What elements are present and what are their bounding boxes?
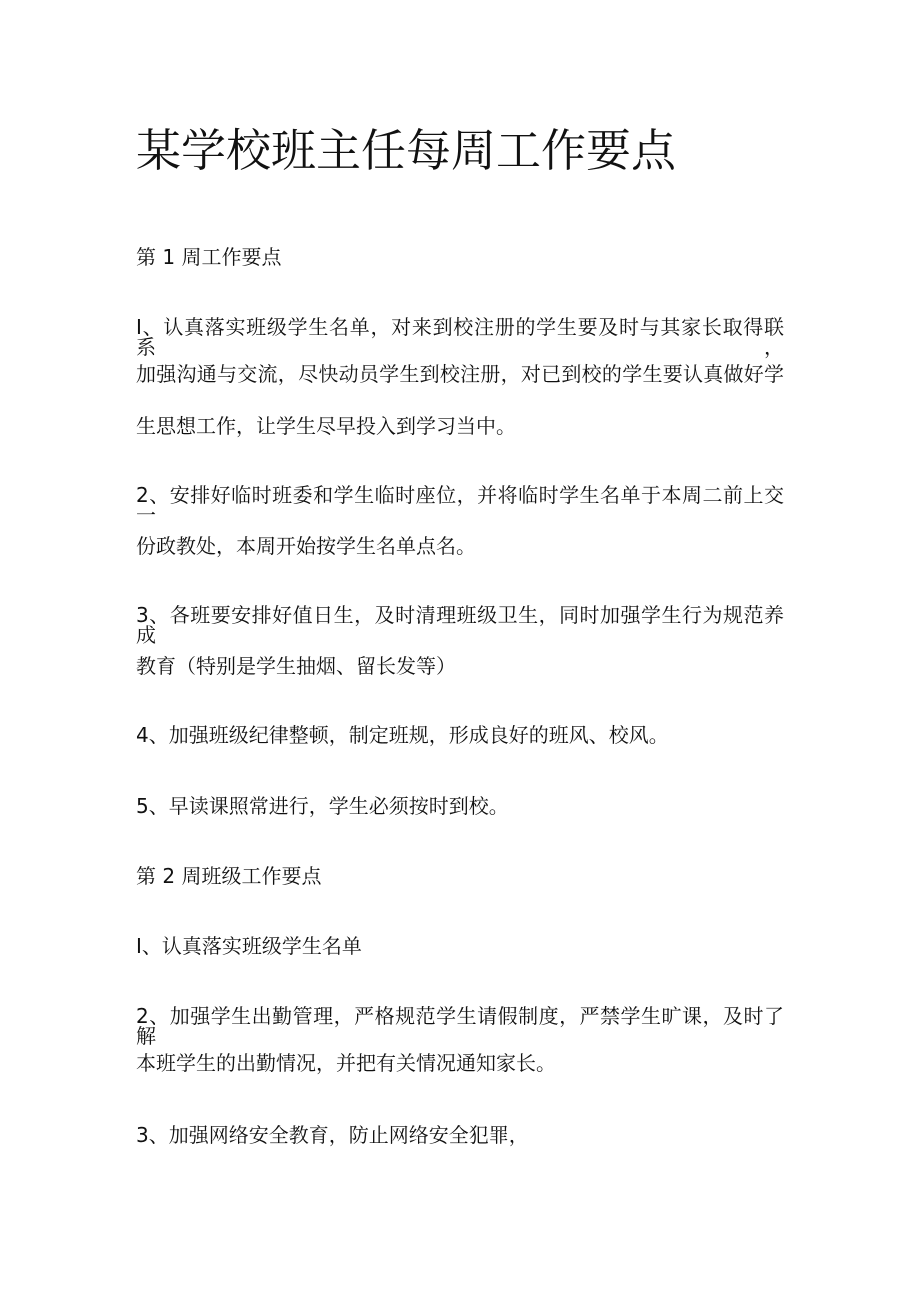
week1-item5: 5、早读课照常进行，学生必须按时到校。 xyxy=(136,794,509,818)
week1-item3-line2: 教育（特别是学生抽烟、留长发等） xyxy=(136,654,456,678)
week2-item2-line2: 本班学生的出勤情况，并把有关情况通知家长。 xyxy=(136,1051,556,1075)
week1-item2-line2: 份政教处，本周开始按学生名单点名。 xyxy=(136,534,476,558)
week2-item3: 3、加强网络安全教育，防止网络安全犯罪， xyxy=(136,1123,529,1147)
week2-heading: 第 2 周班级工作要点 xyxy=(136,864,322,888)
week1-item4: 4、加强班级纪律整顿，制定班规，形成良好的班风、校风。 xyxy=(136,723,669,747)
week2-item1: I、认真落实班级学生名单 xyxy=(136,934,362,958)
week1-item2-line1: 2、安排好临时班委和学生临时座位，并将临时学生名单于本周二前上交一 xyxy=(136,483,784,527)
week1-item1-line2: 加强沟通与交流，尽快动员学生到校注册，对已到校的学生要认真做好学 xyxy=(136,362,784,386)
week1-heading: 第 1 周工作要点 xyxy=(136,245,282,269)
week1-item3-line1: 3、各班要安排好值日生，及时清理班级卫生，同时加强学生行为规范养成 xyxy=(136,603,784,647)
week2-item2-line1: 2、加强学生出勤管理，严格规范学生请假制度，严禁学生旷课，及时了解 xyxy=(136,1004,784,1048)
document-title: 某学校班主任每周工作要点 xyxy=(136,124,677,177)
week1-item1-line1: I、认真落实班级学生名单，对来到校注册的学生要及时与其家长取得联系， xyxy=(136,315,784,359)
week1-item1-line3: 生思想工作，让学生尽早投入到学习当中。 xyxy=(136,414,516,438)
